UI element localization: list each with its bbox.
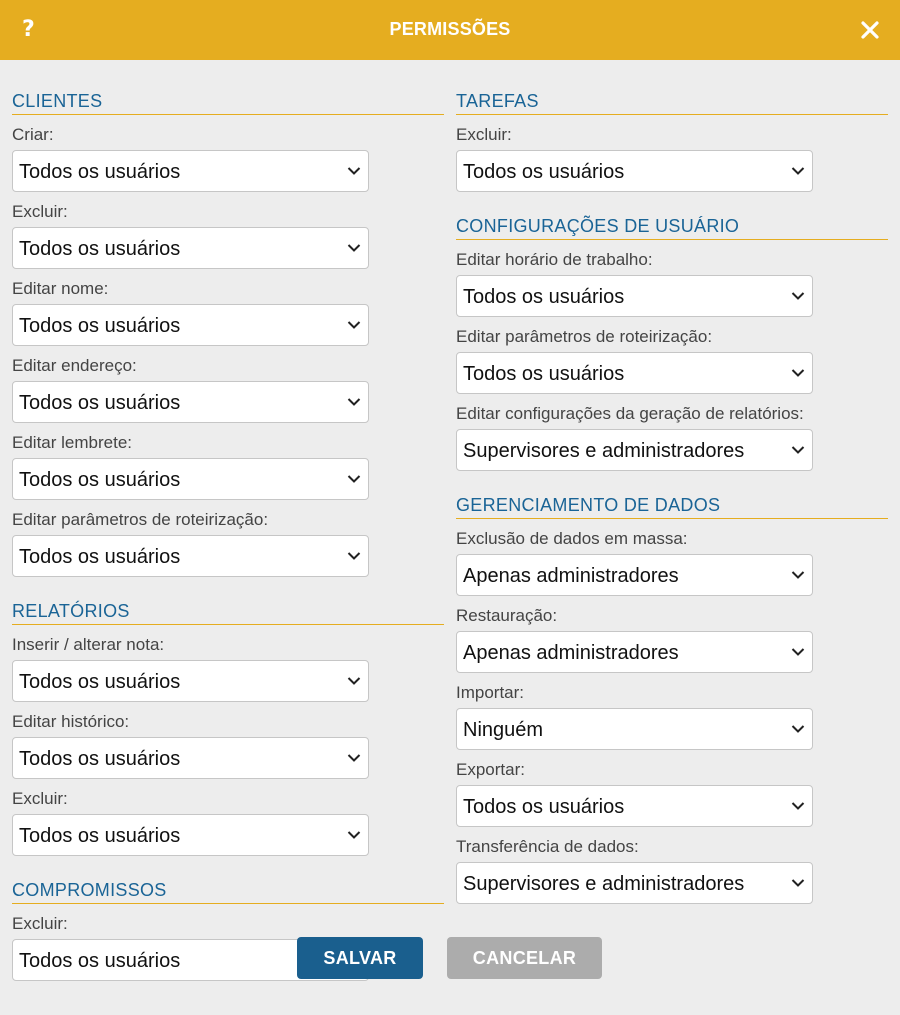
chevron-down-icon <box>791 724 805 734</box>
field-config-horario <box>456 247 888 317</box>
field-relatorios-nota <box>12 632 444 702</box>
dialog-header <box>0 0 900 60</box>
right-column <box>456 89 888 904</box>
permission-select[interactable] <box>12 227 369 269</box>
section-relatorios <box>12 599 444 856</box>
field-label: Editar configurações da geração de relatórios: <box>456 404 804 423</box>
permission-select[interactable] <box>456 150 813 192</box>
chevron-down-icon <box>347 397 361 407</box>
field-ger-restauracao <box>456 603 888 673</box>
cancel-button[interactable]: CANCELAR <box>447 937 602 979</box>
chevron-down-icon <box>347 474 361 484</box>
select-value: Ninguém <box>463 719 544 741</box>
field-label: Editar horário de trabalho: <box>456 250 653 269</box>
chevron-down-icon <box>347 243 361 253</box>
permission-select[interactable] <box>12 737 369 779</box>
chevron-down-icon <box>347 320 361 330</box>
field-ger-transferencia <box>456 834 888 904</box>
permission-select[interactable] <box>12 381 369 423</box>
section-gerenciamento <box>456 493 888 904</box>
field-label: Criar: <box>12 125 54 144</box>
field-ger-exportar <box>456 757 888 827</box>
field-label: Editar histórico: <box>12 712 130 731</box>
field-label: Editar parâmetros de roteirização: <box>12 510 269 529</box>
save-button[interactable]: SALVAR <box>297 937 423 979</box>
section-title-compromissos: COMPROMISSOS <box>12 878 444 904</box>
permission-select[interactable] <box>12 814 369 856</box>
field-config-roteirizacao <box>456 324 888 394</box>
select-value: Todos os usuários <box>19 546 181 568</box>
select-value: Todos os usuários <box>19 748 181 770</box>
select-value: Supervisores e administradores <box>463 873 745 895</box>
field-label: Excluir: <box>12 914 68 933</box>
permission-select[interactable] <box>456 862 813 904</box>
dialog-title: PERMISSÕES <box>389 19 511 39</box>
chevron-down-icon <box>791 291 805 301</box>
select-value: Apenas administradores <box>463 642 679 664</box>
field-label: Editar lembrete: <box>12 433 132 452</box>
chevron-down-icon <box>791 647 805 657</box>
field-clientes-criar <box>12 122 444 192</box>
chevron-down-icon <box>791 878 805 888</box>
chevron-down-icon <box>347 166 361 176</box>
chevron-down-icon <box>791 166 805 176</box>
select-value: Todos os usuários <box>463 796 625 818</box>
field-relatorios-excluir <box>12 786 444 856</box>
select-value: Todos os usuários <box>463 286 625 308</box>
select-value: Todos os usuários <box>19 238 181 260</box>
field-label: Excluir: <box>12 789 68 808</box>
field-label: Editar nome: <box>12 279 109 298</box>
select-value: Todos os usuários <box>19 950 181 972</box>
permission-select[interactable] <box>456 785 813 827</box>
permission-select[interactable] <box>456 352 813 394</box>
chevron-down-icon <box>347 551 361 561</box>
permission-select[interactable] <box>456 631 813 673</box>
chevron-down-icon <box>347 830 361 840</box>
chevron-down-icon <box>347 753 361 763</box>
chevron-down-icon <box>791 445 805 455</box>
field-label: Excluir: <box>12 202 68 221</box>
select-value: Todos os usuários <box>19 392 181 414</box>
field-tarefas-excluir <box>456 122 888 192</box>
help-icon[interactable]: ? <box>22 17 35 42</box>
field-clientes-editar-roteirizacao <box>12 507 444 577</box>
field-label: Transferência de dados: <box>456 837 639 856</box>
field-relatorios-historico <box>12 709 444 779</box>
select-value: Supervisores e administradores <box>463 440 745 462</box>
field-label: Exportar: <box>456 760 525 779</box>
permission-select[interactable] <box>12 458 369 500</box>
section-title-config-usuario: CONFIGURAÇÕES DE USUÁRIO <box>456 214 888 240</box>
field-ger-exclusao <box>456 526 888 596</box>
field-clientes-editar-nome <box>12 276 444 346</box>
permission-select[interactable] <box>456 554 813 596</box>
chevron-down-icon <box>347 676 361 686</box>
field-ger-importar <box>456 680 888 750</box>
permission-select[interactable] <box>12 304 369 346</box>
permission-select[interactable] <box>456 708 813 750</box>
left-column <box>12 89 444 981</box>
permission-select[interactable] <box>12 150 369 192</box>
permission-select[interactable] <box>12 535 369 577</box>
field-label: Excluir: <box>456 125 512 144</box>
field-config-relatorios <box>456 401 888 471</box>
field-label: Editar endereço: <box>12 356 137 375</box>
chevron-down-icon <box>791 368 805 378</box>
section-title-clientes: CLIENTES <box>12 89 444 115</box>
permission-select[interactable] <box>12 660 369 702</box>
section-title-tarefas: TAREFAS <box>456 89 888 115</box>
select-value: Todos os usuários <box>19 825 181 847</box>
field-clientes-editar-endereco <box>12 353 444 423</box>
close-icon[interactable] <box>858 18 882 42</box>
field-label: Exclusão de dados em massa: <box>456 529 688 548</box>
select-value: Todos os usuários <box>463 363 625 385</box>
select-value: Todos os usuários <box>463 161 625 183</box>
field-clientes-excluir <box>12 199 444 269</box>
chevron-down-icon <box>791 801 805 811</box>
permission-select[interactable] <box>456 275 813 317</box>
field-label: Inserir / alterar nota: <box>12 635 165 654</box>
field-clientes-editar-lembrete <box>12 430 444 500</box>
field-label: Editar parâmetros de roteirização: <box>456 327 713 346</box>
field-label: Importar: <box>456 683 525 702</box>
chevron-down-icon <box>791 570 805 580</box>
select-value: Todos os usuários <box>19 671 181 693</box>
select-value: Todos os usuários <box>19 469 181 491</box>
select-value: Todos os usuários <box>19 161 181 183</box>
field-label: Restauração: <box>456 606 558 625</box>
section-config-usuario <box>456 214 888 471</box>
select-value: Apenas administradores <box>463 565 679 587</box>
section-title-relatorios: RELATÓRIOS <box>12 599 444 625</box>
section-clientes <box>12 89 444 577</box>
section-tarefas <box>456 89 888 192</box>
section-title-gerenciamento: GERENCIAMENTO DE DADOS <box>456 493 888 519</box>
permission-select[interactable] <box>456 429 813 471</box>
select-value: Todos os usuários <box>19 315 181 337</box>
